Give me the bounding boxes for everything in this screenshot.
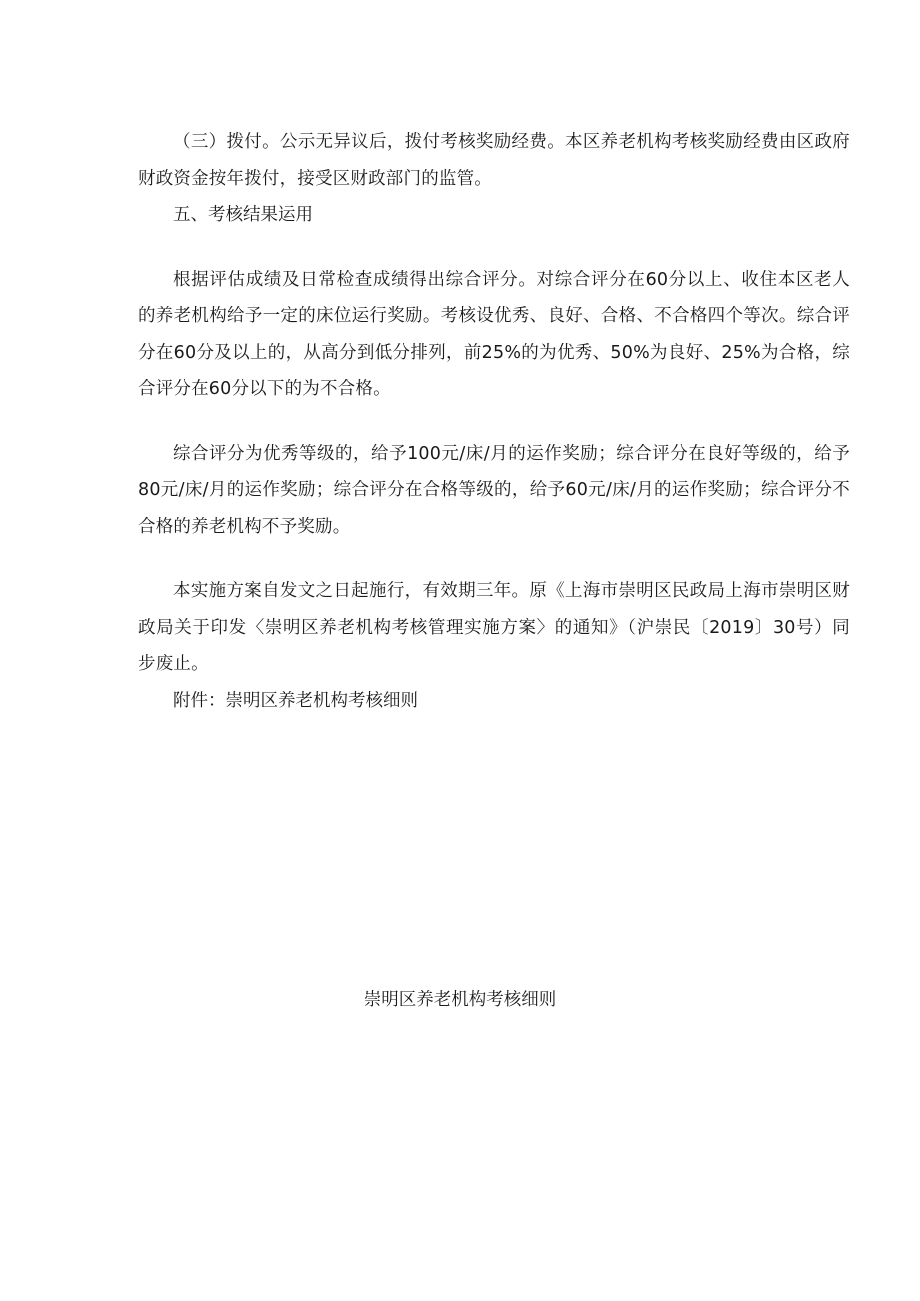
paragraph-scoring: 根据评估成绩及日常检查成绩得出综合评分。对综合评分在60分以上、收住本区老人的养老机构给予一定的床位运行奖励。考核设优秀、良好、合格、不合格四个等次。综合评分在60分及以上的，从高分到低分排列，前25%的为优秀、50%为良好、25%为合格，综合评分在60分以下的为不合格。 bbox=[138, 269, 850, 399]
paragraph-rewards: 综合评分为优秀等级的，给予100元/床/月的运作奖励；综合评分在良好等级的，给予80元/床/月的运作奖励；综合评分在合格等级的，给予60元/床/月的运作奖励；综合评分不合格的养老机构不予奖励。 bbox=[138, 443, 850, 537]
document-body bbox=[138, 124, 850, 719]
appendix-title: 崇明区养老机构考核细则 bbox=[363, 990, 557, 1010]
paragraph-disbursement: （三）拨付。公示无异议后，拨付考核奖励经费。本区养老机构考核奖励经费由区政府财政资金按年拨付，接受区财政部门的监管。 bbox=[138, 132, 850, 189]
section-heading-results-use: 五、考核结果运用 bbox=[173, 205, 313, 225]
paragraph-effective-date: 本实施方案自发文之日起施行，有效期三年。原《上海市崇明区民政局上海市崇明区财政局关于印发〈崇明区养老机构考核管理实施方案〉的通知》（沪崇民〔2019〕30号）同步废止。 bbox=[138, 581, 850, 674]
attachment-line: 附件：崇明区养老机构考核细则 bbox=[173, 690, 418, 711]
